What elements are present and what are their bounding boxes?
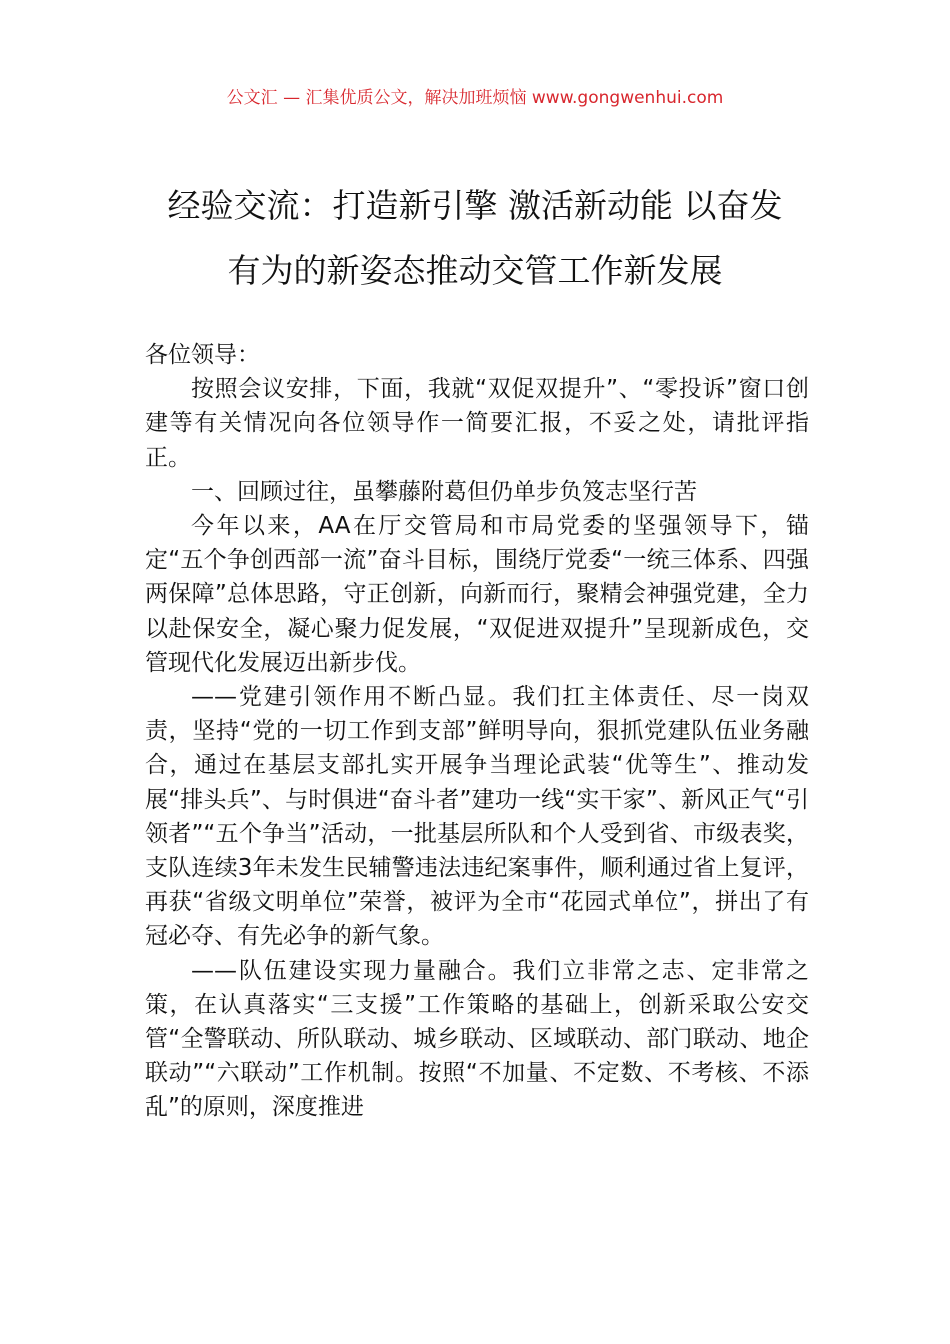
site-header-banner: 公文汇 — 汇集优质公文，解决加班烦恼 www.gongwenhui.com	[226, 88, 724, 108]
paragraph-party-building: ——党建引领作用不断凸显。我们扛主体责任、尽一岗双责，坚持“党的一切工作到支部”鲜明导向，狠抓党建队伍业务融合，通过在基层支部扎实开展争当理论武装“优等生”、推动发展“排头兵”、与时俱进“奋斗者”建功一线“实干家”、新风正气“引领者”“五个争当”活动，一批基层所队和个人受到省、市级表奖，支队连续3年未发生民辅警违法违纪案事件，顺利通过省上复评，再获“省级文明单位”荣誉，被评为全市“花园式单位”，拼出了有冠必夺、有先必争的新气象。	[145, 684, 809, 950]
paragraph-team-building: ——队伍建设实现力量融合。我们立非常之志、定非常之策，在认真落实“三支援”工作策略的基础上，创新采取公安交管“全警联动、所队联动、城乡联动、区域联动、部门联动、地企联动”“六联动”工作机制。按照“不加量、不定数、不考核、不添乱”的原则，深度推进	[145, 957, 809, 1121]
document-title-line-2: 有为的新姿态推动交管工作新发展	[227, 251, 723, 290]
document-title-line-1: 经验交流：打造新引擎 激活新动能 以奋发	[167, 186, 783, 225]
paragraph-overview: 今年以来，AA在厅交管局和市局党委的坚强领导下，锚定“五个争创西部一流”奋斗目标，围绕厅党委“一统三体系、四强两保障”总体思路，守正创新，向新而行，聚精会神强党建，全力以赴保安全，凝心聚力促发展，“双促进双提升”呈现新成色，交管现代化发展迈出新步伐。	[145, 513, 809, 676]
salutation: 各位领导：	[145, 342, 260, 368]
section-heading-1: 一、回顾过往，虽攀藤附葛但仍单步负笈志坚行苦	[191, 478, 697, 505]
paragraph-intro: 按照会议安排，下面，我就“双促双提升”、“零投诉”窗口创建等有关情况向各位领导作一简要汇报，不妥之处，请批评指正。	[145, 376, 809, 471]
document-body	[145, 338, 809, 1125]
